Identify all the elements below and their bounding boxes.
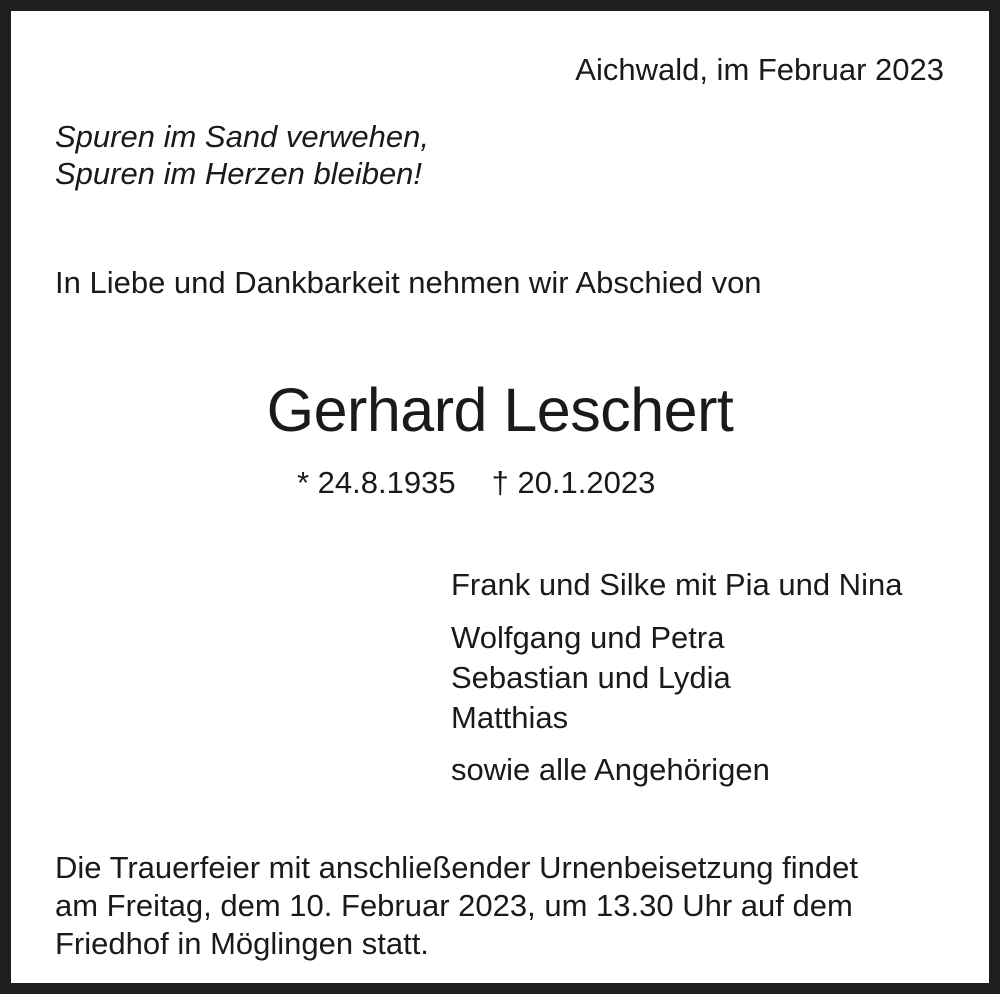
place-date: Aichwald, im Februar 2023 [575, 52, 944, 87]
mourner-line: Matthias [451, 700, 569, 735]
death-date: † 20.1.2023 [491, 465, 656, 500]
service-info-line-3: Friedhof in Möglingen statt. [55, 926, 429, 961]
mourner-line: Frank und Silke mit Pia und Nina [451, 567, 903, 602]
motto-line-2: Spuren im Herzen bleiben! [55, 156, 423, 191]
life-dates [297, 463, 655, 503]
service-info-line-1: Die Trauerfeier mit anschließender Urnenbeisetzung findet [55, 850, 858, 885]
birth-date: * 24.8.1935 [297, 465, 456, 500]
mourner-line: sowie alle Angehörigen [451, 752, 770, 787]
deceased-name: Gerhard Leschert [266, 376, 734, 444]
intro-text: In Liebe und Dankbarkeit nehmen wir Abschied von [55, 265, 762, 300]
mourner-line: Wolfgang und Petra [451, 620, 725, 655]
mourner-line: Sebastian und Lydia [451, 660, 731, 695]
motto-line-1: Spuren im Sand verwehen, [55, 119, 429, 154]
service-info-line-2: am Freitag, dem 10. Februar 2023, um 13.30 Uhr auf dem [55, 888, 853, 923]
